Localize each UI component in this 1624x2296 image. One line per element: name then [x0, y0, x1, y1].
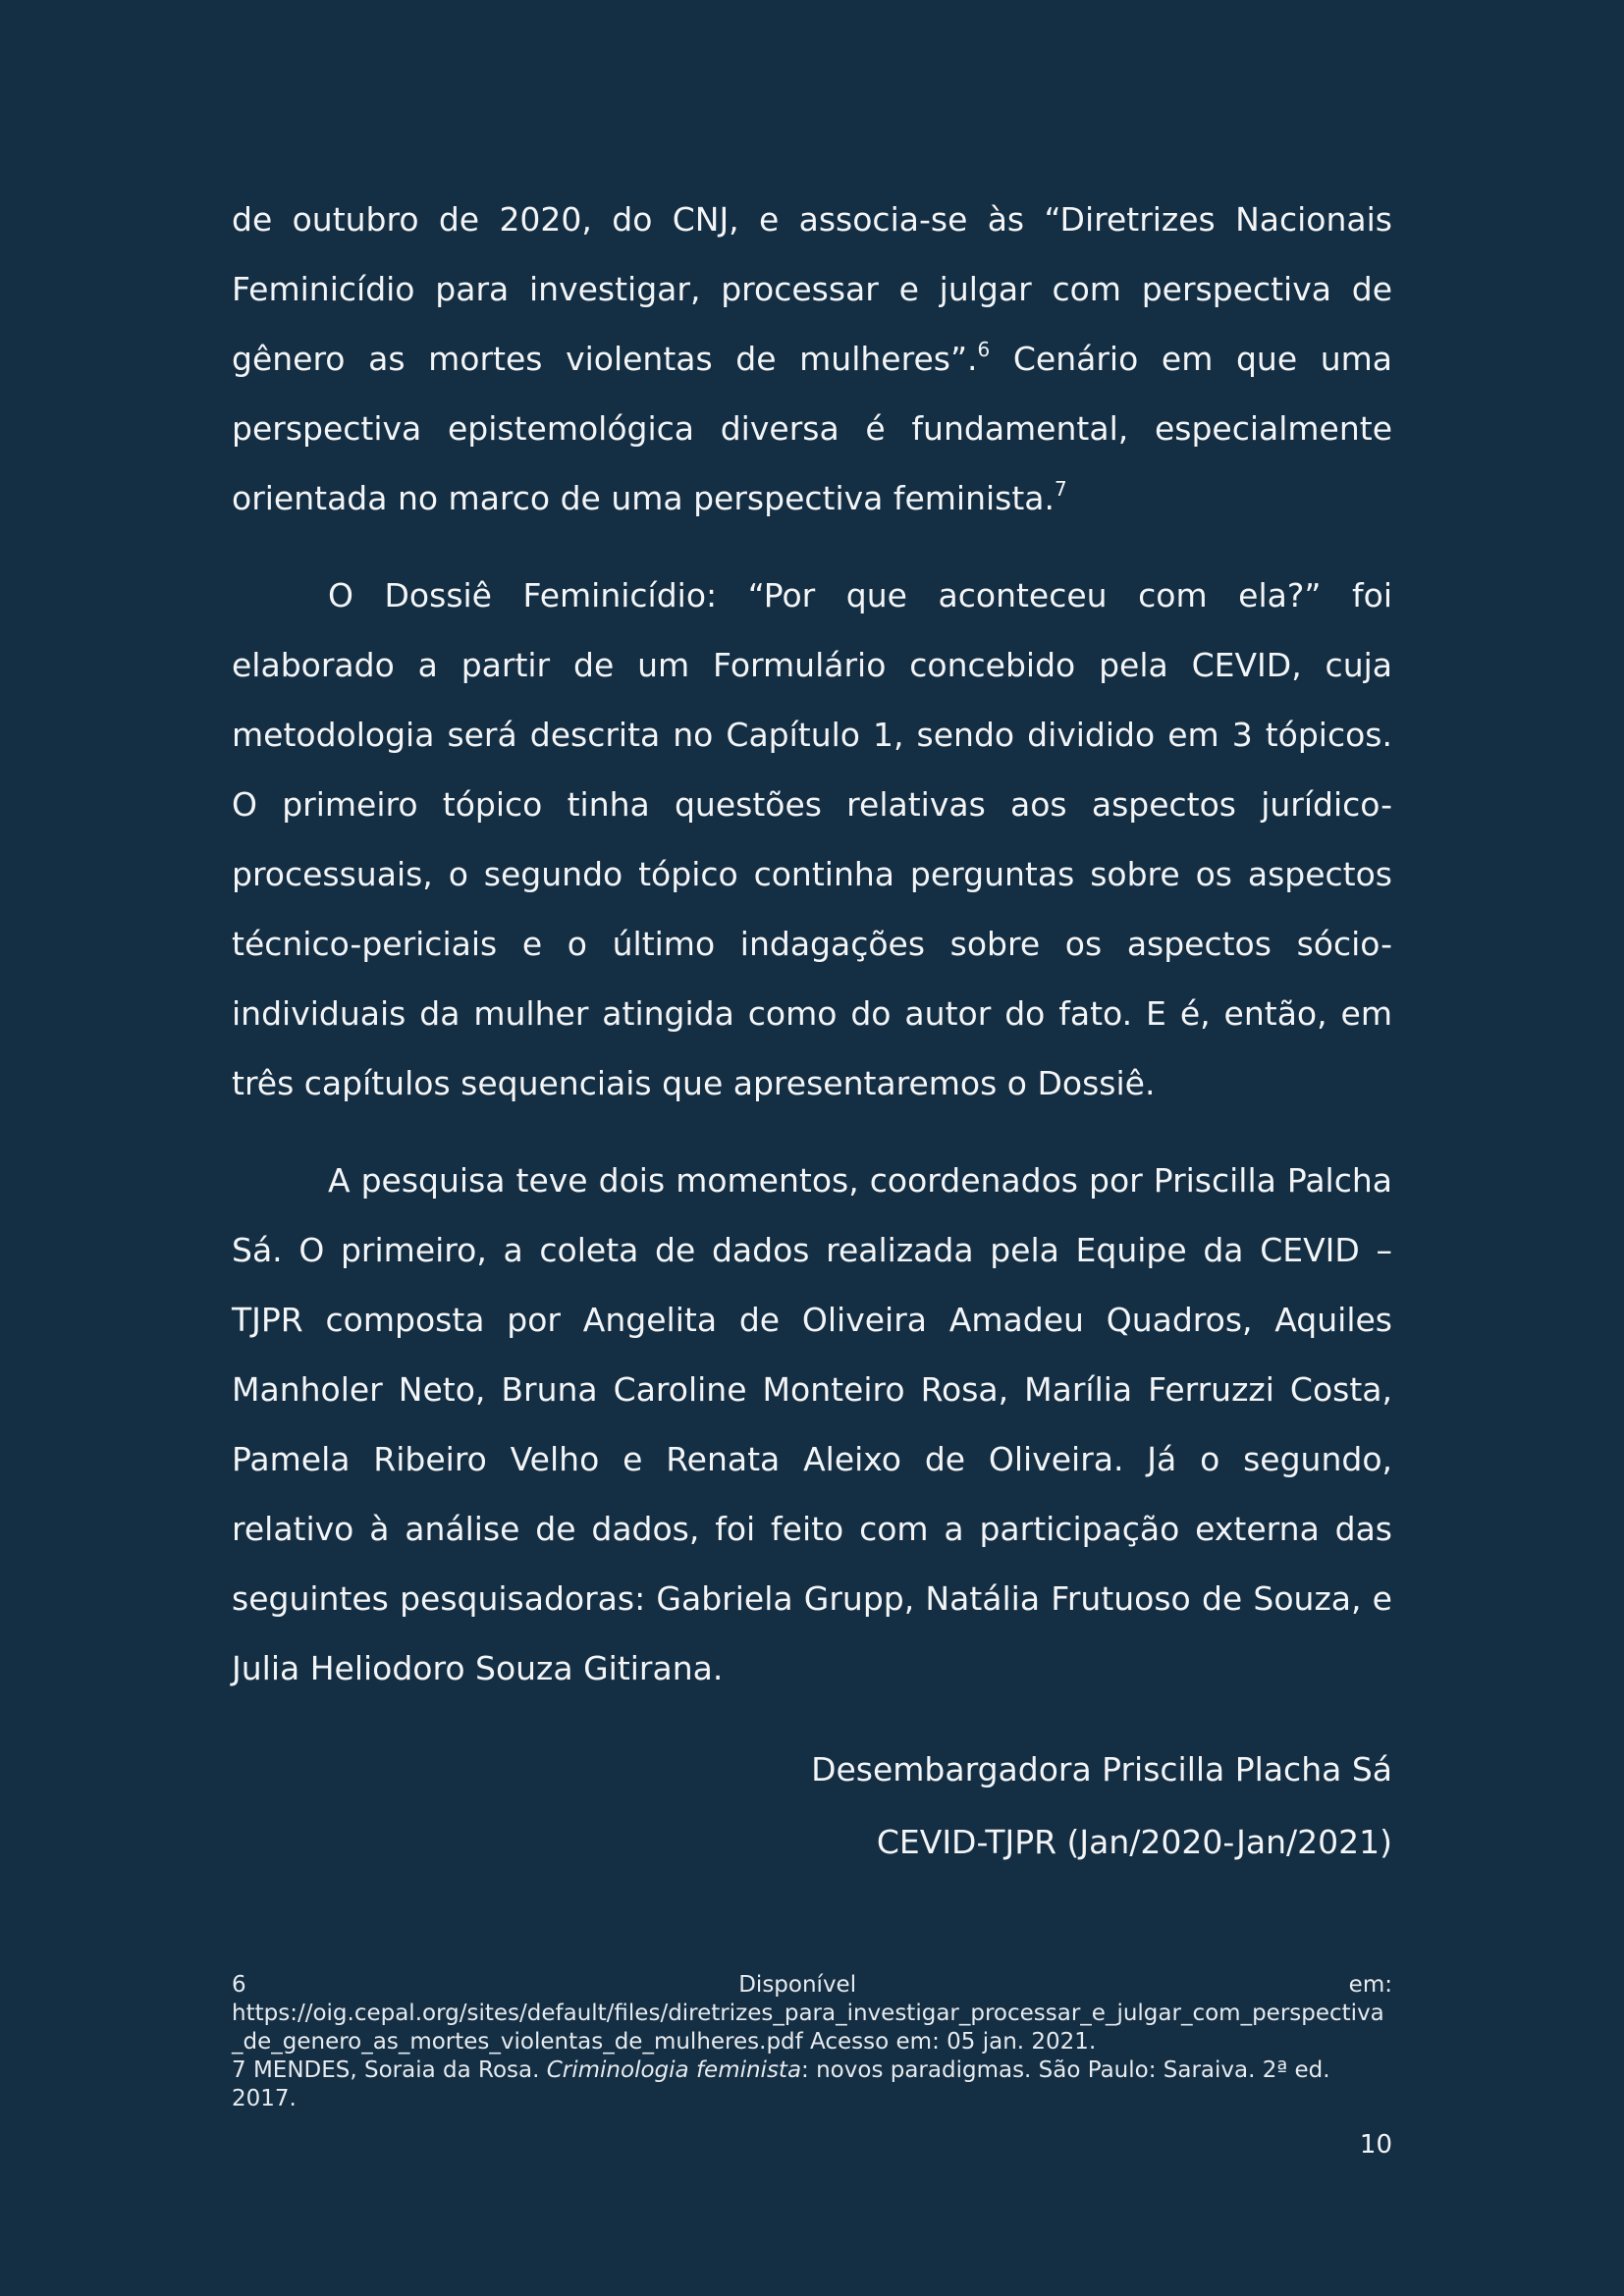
signature-block — [232, 1734, 1392, 1879]
paragraph-2: O Dossiê Feminicídio: “Por que aconteceu com ela?” foi elaborado a partir de um Formulário concebido pela CEVID, cuja metodologia será descrita no Capítulo 1, sendo dividido em 3 tópicos. O primeiro tópico tinha questões relativas aos aspectos jurídico-processuais, o segundo tópico continha perguntas sobre os aspectos técnico-periciais e o último indagações sobre os aspectos sócio-individuais da mulher atingida como do autor do fato. E é, então, em três capítulos sequenciais que apresentaremos o Dossiê. — [232, 576, 1392, 1102]
footnote-ref-6[interactable]: 6 — [977, 338, 991, 361]
footnote-7-rest: : novos paradigmas. São Paulo: Saraiva. 2ª ed. 2017. — [232, 2057, 1330, 2111]
paragraph-spacer — [232, 533, 1392, 561]
paragraph-3: A pesquisa teve dois momentos, coordenados por Priscilla Palcha Sá. O primeiro, a coleta de dados realizada pela Equipe da CEVID – TJPR composta por Angelita de Oliveira Amadeu Quadros, Aquiles Manholer Neto, Bruna Caroline Monteiro Rosa, Marília Ferruzzi Costa, Pamela Ribeiro Velho e Renata Aleixo de Oliveira. Já o segundo, relativo à análise de dados, foi feito com a participação externa das seguintes pesquisadoras: Gabriela Grupp, Natália Frutuoso de Souza, e Julia Heliodoro Souza Gitirana. — [232, 1161, 1392, 1687]
footnote-ref-7[interactable]: 7 — [1055, 477, 1067, 501]
paragraph-1-text-b: Cenário em que uma perspectiva epistemológica diversa é fundamental, especialmente orientada no marco de uma perspectiva feminista. — [232, 340, 1393, 517]
document-body — [232, 185, 1392, 1703]
paragraph-spacer — [232, 1118, 1392, 1146]
footnote-7-title: Criminologia feminista — [546, 2057, 802, 2083]
page-number: 10 — [1359, 2130, 1392, 2160]
paragraph-1-text-a: de outubro de 2020, do CNJ, e associa-se às “Diretrizes Nacionais Feminicídio para investigar, processar e julgar com perspectiva de gênero as mortes violentas de mulheres”. — [232, 200, 1392, 378]
footnote-6-header — [232, 1971, 1392, 2000]
footnote-7 — [232, 2056, 1392, 2113]
footnotes — [232, 1971, 1392, 2113]
footnote-6-body — [232, 2000, 1392, 2056]
paragraph-1 — [232, 185, 1392, 533]
footnote-6-link[interactable]: https://oig.cepal.org/sites/default/files/diretrizes_para_investigar_processar_e_julgar_com_perspectiva_de_genero_as_mortes_violentas_de_mulheres.pdf — [232, 2001, 1384, 2055]
footnote-6-suffix: em: — [1348, 1972, 1392, 1998]
footnote-6-number: 6 — [232, 1972, 246, 1998]
footnote-7-prefix: 7 MENDES, Soraia da Rosa. — [232, 2057, 547, 2083]
signature-affiliation: CEVID-TJPR (Jan/2020-Jan/2021) — [876, 1823, 1392, 1861]
footnote-6-label: Disponível — [738, 1972, 857, 1998]
signature-name: Desembargadora Priscilla Placha Sá — [811, 1750, 1392, 1789]
footnote-6-access: Acesso em: 05 jan. 2021. — [802, 2029, 1097, 2055]
